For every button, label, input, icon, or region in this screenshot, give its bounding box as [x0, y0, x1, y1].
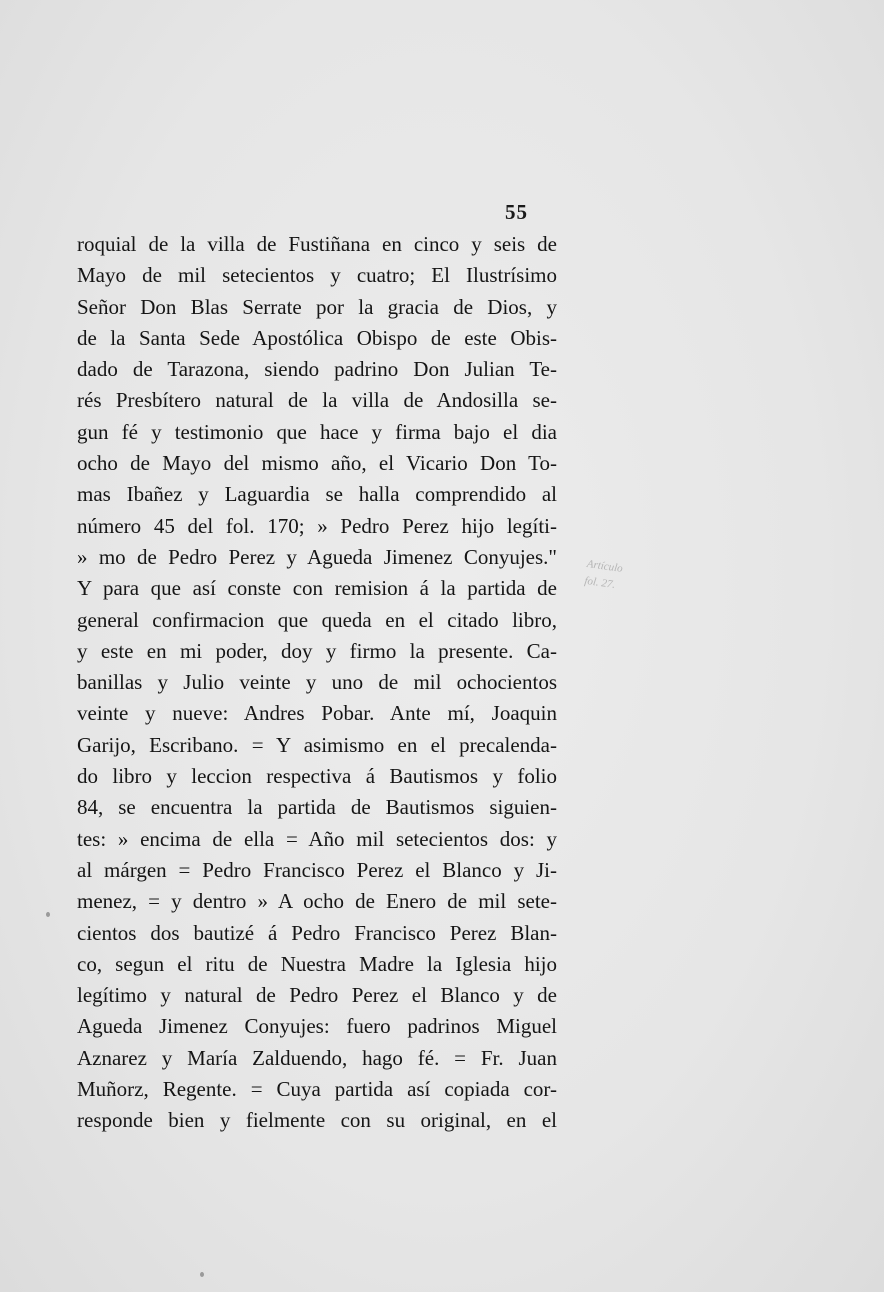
ink-speck: [46, 912, 50, 917]
text-line: número 45 del fol. 170; » Pedro Perez hijo legíti-: [77, 513, 557, 538]
text-line: ocho de Mayo del mismo año, el Vicario Don To-: [77, 451, 557, 476]
text-line: cientos dos bautizé á Pedro Francisco Perez Blan-: [77, 920, 557, 945]
text-line: Garijo, Escribano. = Y asimismo en el precalenda-: [77, 732, 557, 757]
text-line: 84, se encuentra la partida de Bautismos siguien-: [77, 795, 557, 820]
text-line: Señor Don Blas Serrate por la gracia de Dios, y: [77, 294, 557, 319]
margin-note-line: fol. 27.: [583, 574, 616, 591]
text-line: Aznarez y María Zalduendo, hago fé. = Fr. Juan: [77, 1045, 557, 1070]
text-line: rés Presbítero natural de la villa de Andosilla se-: [77, 388, 557, 413]
text-line: general confirmacion que queda en el citado libro,: [77, 607, 557, 632]
text-line: banillas y Julio veinte y uno de mil ochocientos: [77, 670, 557, 695]
margin-note: [583, 556, 623, 595]
text-line: Mayo de mil setecientos y cuatro; El Ilustrísimo: [77, 263, 557, 288]
text-line: » mo de Pedro Perez y Agueda Jimenez Conyujes.": [77, 544, 557, 569]
text-line: legítimo y natural de Pedro Perez el Blanco y de: [77, 983, 557, 1008]
ink-speck: [200, 1272, 204, 1277]
text-line: roquial de la villa de Fustiñana en cinco y seis de: [77, 232, 557, 256]
text-line: tes: » encima de ella = Año mil setecientos dos: y: [77, 826, 557, 851]
text-line: Y para que así conste con remision á la partida de: [77, 576, 557, 601]
text-line: Agueda Jimenez Conyujes: fuero padrinos Miguel: [77, 1014, 557, 1039]
text-line: responde bien y fielmente con su original, en el: [77, 1108, 557, 1133]
text-line: menez, = y dentro » A ocho de Enero de mil sete-: [77, 889, 557, 914]
page-number: 55: [505, 200, 528, 224]
text-line: dado de Tarazona, siendo padrino Don Julian Te-: [77, 357, 557, 382]
body-text: [77, 229, 557, 1137]
margin-note-line: Artículo: [586, 557, 624, 575]
text-line: de la Santa Sede Apostólica Obispo de este Obis-: [77, 325, 557, 350]
text-line: Muñorz, Regente. = Cuya partida así copiada cor-: [77, 1077, 557, 1102]
text-line: do libro y leccion respectiva á Bautismos y folio: [77, 764, 557, 789]
text-line: al márgen = Pedro Francisco Perez el Blanco y Ji-: [77, 857, 557, 882]
text-line: y este en mi poder, doy y firmo la presente. Ca-: [77, 638, 557, 663]
text-line: gun fé y testimonio que hace y firma bajo el dia: [77, 419, 557, 444]
text-line: veinte y nueve: Andres Pobar. Ante mí, Joaquin: [77, 701, 557, 726]
text-line: mas Ibañez y Laguardia se halla comprendido al: [77, 482, 557, 507]
text-line: co, segun el ritu de Nuestra Madre la Iglesia hijo: [77, 951, 557, 976]
